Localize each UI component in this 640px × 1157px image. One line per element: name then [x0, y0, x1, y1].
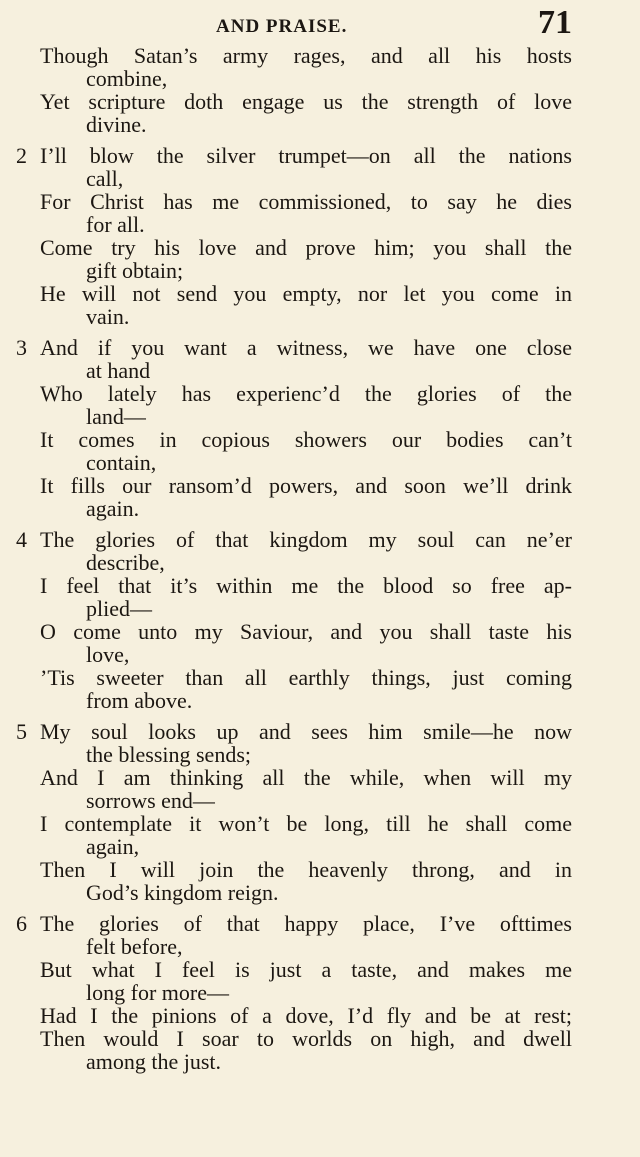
verse-line	[0, 1004, 640, 1027]
verse-line	[0, 282, 640, 328]
hymn-text	[0, 44, 640, 1081]
stanza-number: 3	[16, 335, 27, 360]
verse-line	[0, 190, 640, 236]
line-turnover: for all.	[86, 212, 145, 237]
line-turnover: among the just.	[86, 1049, 222, 1074]
verse-line	[0, 720, 640, 766]
line-text: It comes in copious showers our bodies can’t	[40, 427, 572, 452]
verse-line	[0, 912, 640, 958]
verse-line	[0, 620, 640, 666]
line-text: The glories of that kingdom my soul can ne’er	[40, 527, 572, 552]
page-header	[0, 6, 640, 42]
line-text: Then would I soar to worlds on high, and dwell	[40, 1026, 572, 1051]
line-turnover: again,	[86, 834, 140, 859]
verse-line	[0, 336, 640, 382]
line-text: ’Tis sweeter than all earthly things, just coming	[40, 665, 572, 690]
line-text: Then I will join the heavenly throng, and in	[40, 857, 572, 882]
line-turnover: felt before,	[86, 934, 183, 959]
stanza-4	[0, 528, 640, 712]
line-text: I contemplate it won’t be long, till he shall come	[40, 811, 572, 836]
line-text: Had I the pinions of a dove, I’d fly and be at rest;	[40, 1003, 572, 1028]
line-text: For Christ has me commissioned, to say he dies	[40, 189, 572, 214]
stanza-5	[0, 720, 640, 904]
line-turnover: plied—	[86, 596, 152, 621]
line-text: But what I feel is just a taste, and makes me	[40, 957, 572, 982]
verse-line	[0, 528, 640, 574]
line-text: Who lately has experienc’d the glories of the	[40, 381, 572, 406]
verse-line	[0, 144, 640, 190]
line-turnover: call,	[86, 166, 124, 191]
line-turnover: contain,	[86, 450, 157, 475]
line-turnover: sorrows end—	[86, 788, 215, 813]
line-text: It fills our ransom’d powers, and soon we’ll drink	[40, 473, 572, 498]
line-turnover: vain.	[86, 304, 130, 329]
line-text: He will not send you empty, nor let you come in	[40, 281, 572, 306]
running-head: AND PRAISE.	[216, 16, 348, 37]
line-turnover: from above.	[86, 688, 193, 713]
stanza-2	[0, 144, 640, 328]
verse-line	[0, 90, 640, 136]
stanza-number: 2	[16, 143, 27, 168]
stanza-6	[0, 912, 640, 1073]
line-text: And I am thinking all the while, when will my	[40, 765, 572, 790]
line-text: Yet scripture doth engage us the strength of love	[40, 89, 572, 114]
line-turnover: at hand	[86, 358, 151, 383]
line-turnover: gift obtain;	[86, 258, 184, 283]
line-text: My soul looks up and sees him smile—he now	[40, 719, 572, 744]
line-turnover: long for more—	[86, 980, 229, 1005]
line-text: The glories of that happy place, I’ve ofttimes	[40, 911, 572, 936]
line-text: I feel that it’s within me the blood so free ap-	[40, 573, 572, 598]
stanza-number: 6	[16, 911, 27, 936]
verse-line	[0, 574, 640, 620]
page-number: 71	[538, 4, 572, 41]
verse-line	[0, 812, 640, 858]
line-text: Though Satan’s army rages, and all his hosts	[40, 43, 572, 68]
line-text: O come unto my Saviour, and you shall taste his	[40, 619, 572, 644]
verse-line	[0, 382, 640, 428]
line-text: I’ll blow the silver trumpet—on all the nations	[40, 143, 572, 168]
verse-line	[0, 766, 640, 812]
line-turnover: God’s kingdom reign.	[86, 880, 279, 905]
line-text: Come try his love and prove him; you shall the	[40, 235, 572, 260]
stanza-3	[0, 336, 640, 520]
line-turnover: the blessing sends;	[86, 742, 251, 767]
stanza-continued	[0, 44, 640, 136]
line-turnover: land—	[86, 404, 146, 429]
verse-line	[0, 428, 640, 474]
line-text: And if you want a witness, we have one close	[40, 335, 572, 360]
verse-line	[0, 236, 640, 282]
stanza-number: 5	[16, 719, 27, 744]
verse-line	[0, 1027, 640, 1073]
stanza-number: 4	[16, 527, 27, 552]
line-turnover: combine,	[86, 66, 168, 91]
line-turnover: divine.	[86, 112, 147, 137]
line-turnover: describe,	[86, 550, 165, 575]
verse-line	[0, 858, 640, 904]
line-turnover: love,	[86, 642, 130, 667]
line-turnover: again.	[86, 496, 140, 521]
verse-line	[0, 666, 640, 712]
verse-line	[0, 958, 640, 1004]
verse-line	[0, 474, 640, 520]
verse-line	[0, 44, 640, 90]
